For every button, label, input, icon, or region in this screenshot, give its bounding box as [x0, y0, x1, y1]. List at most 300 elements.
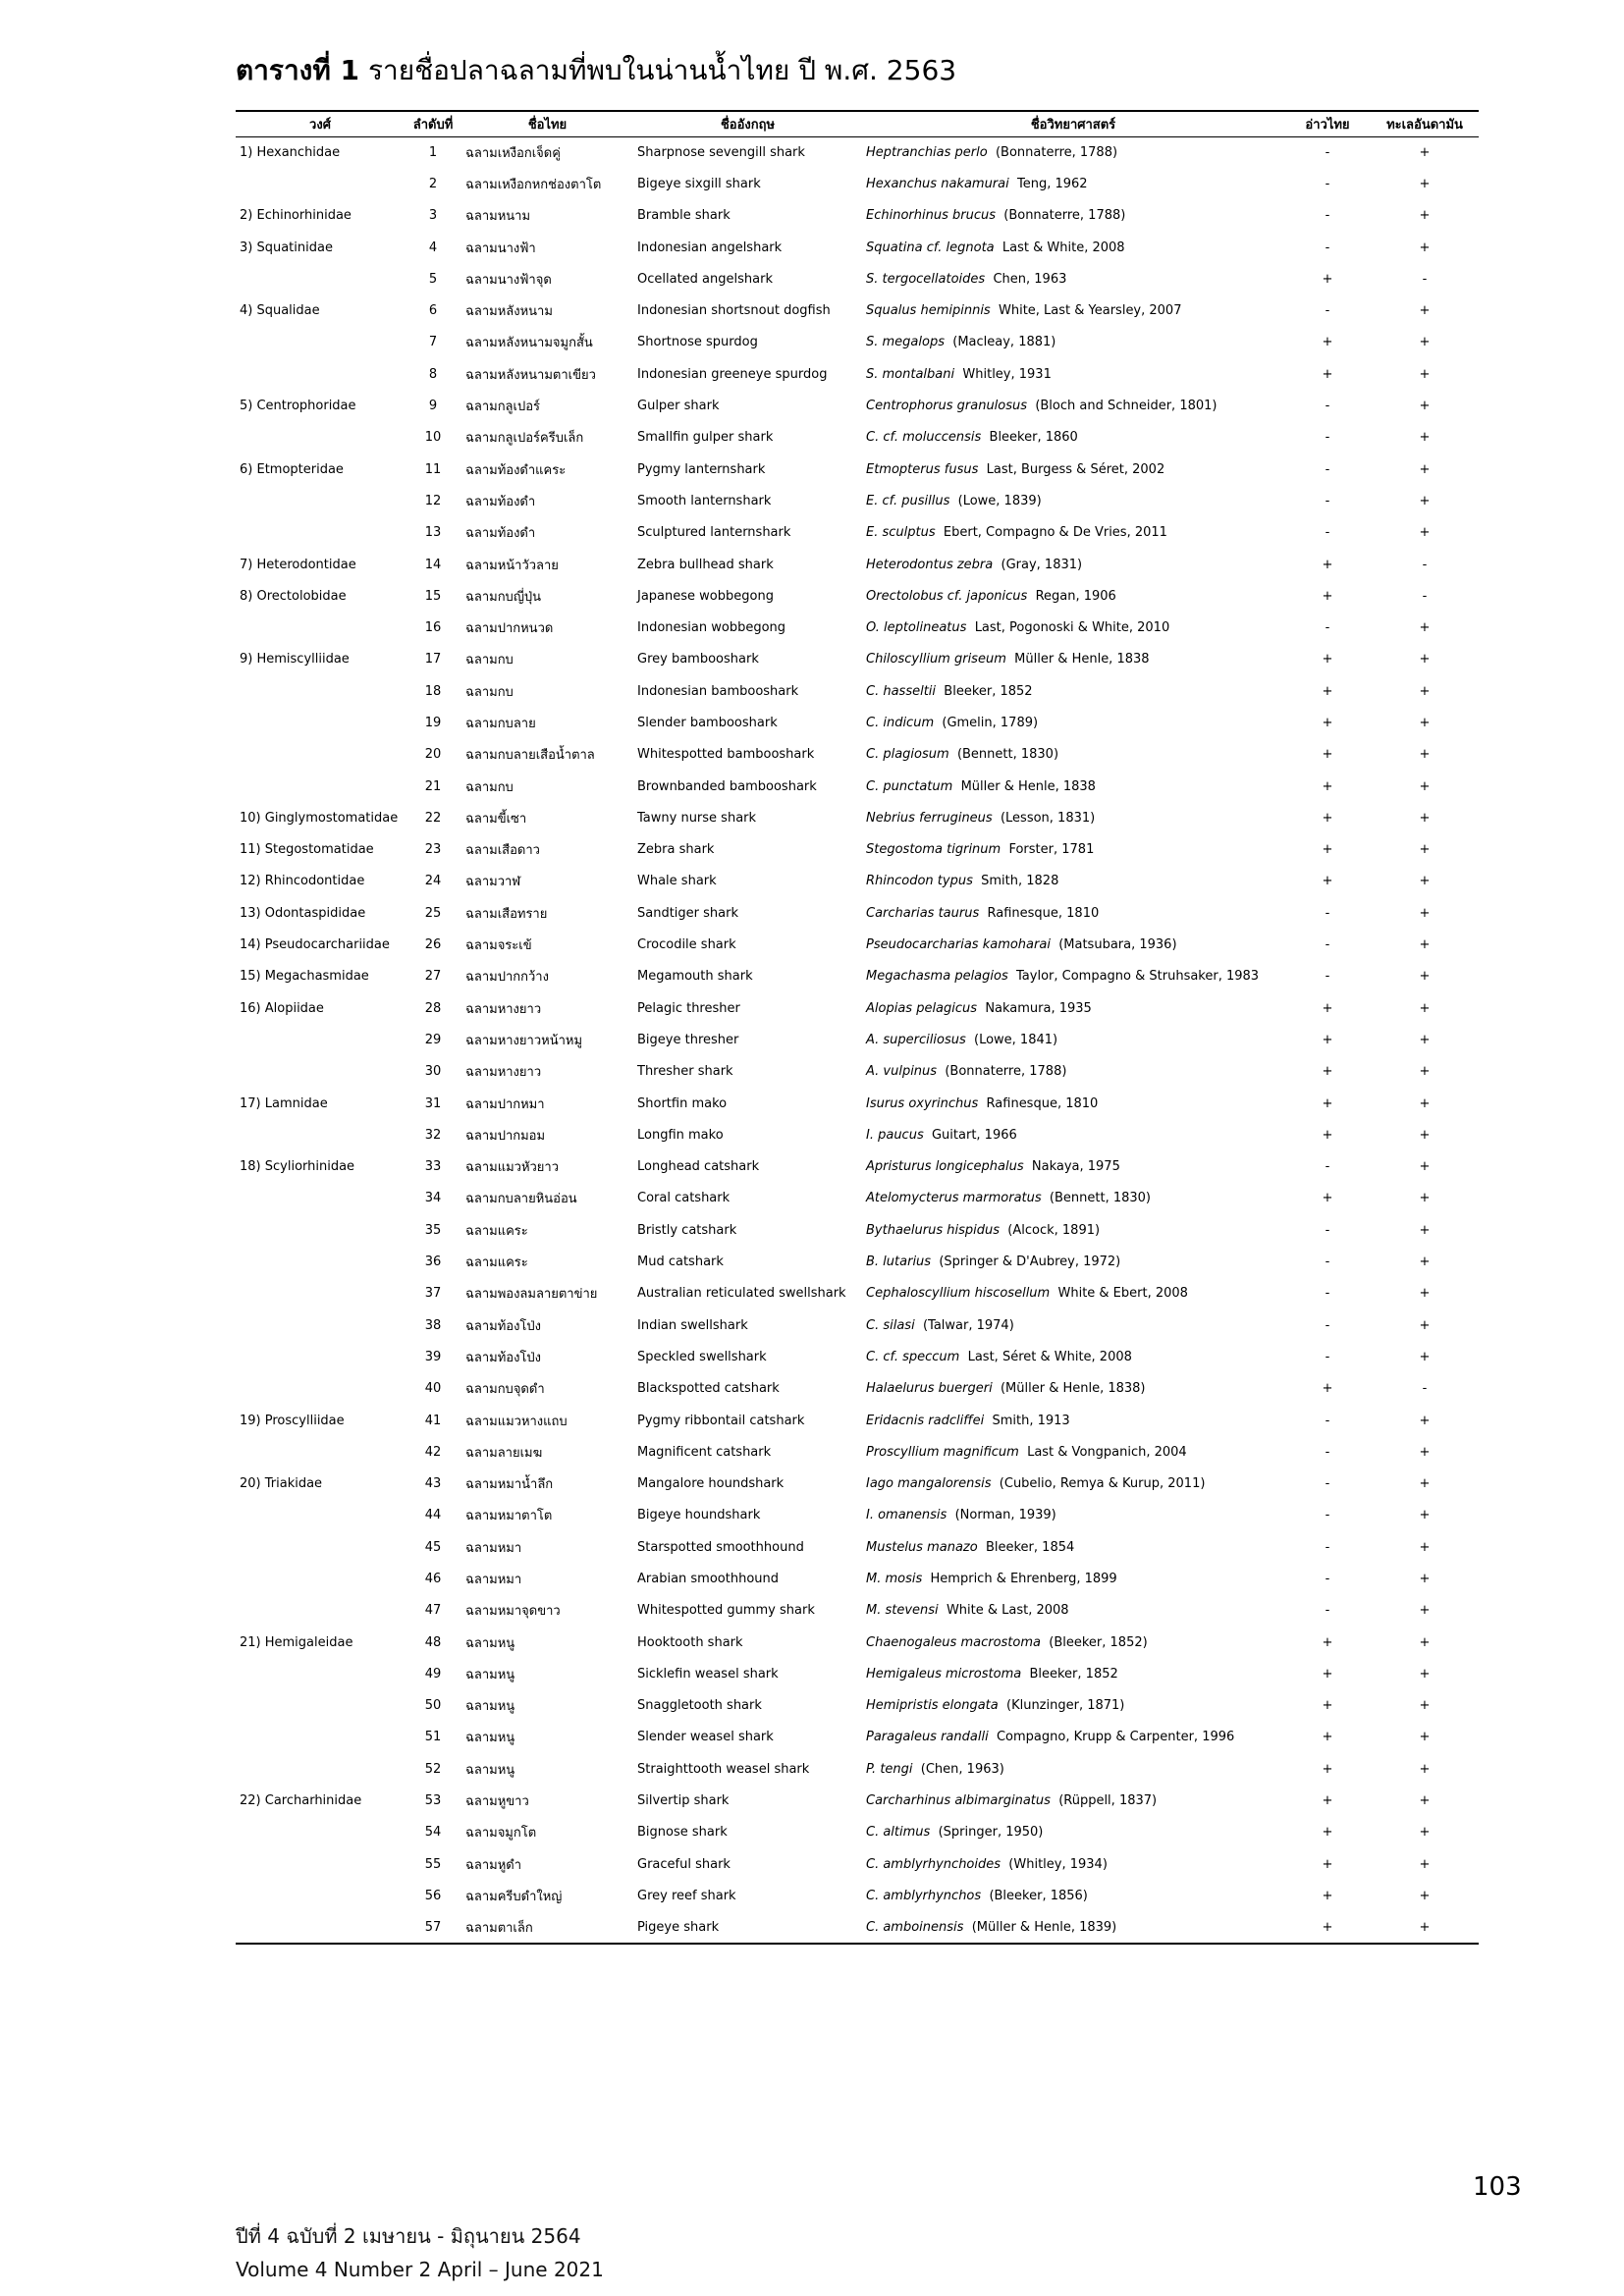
thai-name-cell: ฉลามท้องดำ [465, 526, 536, 542]
gulf-of-thailand-cell: + [1322, 1825, 1333, 1841]
species-binomial: Mustelus manazo [866, 1539, 978, 1555]
andaman-sea-cell: + [1419, 1222, 1431, 1238]
family-cell: 1) Hexanchidae [240, 144, 341, 160]
table-row [236, 1658, 1479, 1689]
english-name-cell: Zebra shark [637, 842, 715, 858]
gulf-of-thailand-cell: - [1325, 1317, 1330, 1333]
english-name-cell: Shortfin mako [637, 1095, 728, 1111]
scientific-name-cell [862, 866, 1284, 897]
species-binomial: Chiloscyllium griseum [866, 652, 1006, 667]
species-binomial: Atelomycterus marmoratus [866, 1191, 1042, 1206]
scientific-name-cell [862, 771, 1284, 802]
header-family: วงศ์ [236, 111, 405, 136]
family-cell: 16) Alopiidae [240, 1000, 324, 1016]
table-caption [236, 49, 956, 92]
family-cell [236, 1563, 405, 1594]
species-binomial: Halaelurus buergeri [866, 1381, 993, 1397]
species-binomial: C. hasseltii [866, 683, 937, 699]
scientific-name-cell [862, 1722, 1284, 1753]
table-row [236, 1056, 1479, 1088]
species-binomial: Orectolobus cf. japonicus [866, 588, 1028, 604]
species-authority: (Bennett, 1830) [956, 747, 1059, 763]
table-row [236, 834, 1479, 866]
table-row [236, 1214, 1479, 1246]
english-name-cell: Grey bambooshark [637, 652, 759, 667]
family-cell: 22) Carcharhinidae [240, 1793, 362, 1809]
family-cell: 4) Squalidae [240, 303, 320, 319]
family-cell [236, 327, 405, 358]
species-authority: (Rüppell, 1837) [1058, 1793, 1158, 1809]
species-binomial: C. indicum [866, 715, 935, 730]
table-row [236, 294, 1479, 326]
english-name-cell: Indonesian angelshark [637, 240, 783, 255]
species-binomial: C. amblyrhynchos [866, 1888, 982, 1903]
species-authority: Teng, 1962 [1017, 176, 1088, 191]
table-row [236, 1595, 1479, 1627]
andaman-sea-cell: + [1419, 969, 1431, 985]
gulf-of-thailand-cell: + [1322, 874, 1333, 889]
number-cell: 21 [424, 778, 442, 794]
table-row [236, 897, 1479, 929]
english-name-cell: Graceful shark [637, 1856, 731, 1872]
number-cell: 13 [424, 525, 442, 541]
family-cell [236, 1436, 405, 1468]
scientific-name-cell [862, 422, 1284, 454]
english-name-cell: Longfin mako [637, 1127, 724, 1143]
table-row [236, 929, 1479, 960]
family-cell: 14) Pseudocarchariidae [240, 937, 390, 953]
thai-name-cell: ฉลามหนู [465, 1731, 515, 1746]
gulf-of-thailand-cell: - [1325, 969, 1330, 985]
number-cell: 5 [428, 271, 438, 287]
gulf-of-thailand-cell: + [1322, 557, 1333, 572]
gulf-of-thailand-cell: - [1325, 208, 1330, 224]
species-binomial: E. sculptus [866, 525, 936, 541]
scientific-name-cell [862, 1024, 1284, 1055]
gulf-of-thailand-cell: + [1322, 1730, 1333, 1745]
species-binomial: S. tergocellatoides [866, 271, 986, 287]
english-name-cell: Japanese wobbegong [637, 588, 774, 604]
andaman-sea-cell: + [1419, 1032, 1431, 1047]
family-cell: 11) Stegostomatidae [240, 842, 374, 858]
table-row [236, 263, 1479, 294]
table-row [236, 1278, 1479, 1309]
species-authority: Last & Vongpanich, 2004 [1027, 1444, 1187, 1460]
species-authority: (Gray, 1831) [1001, 557, 1083, 572]
gulf-of-thailand-cell: - [1325, 1508, 1330, 1523]
thai-name-cell: ฉลามหูดำ [465, 1857, 522, 1873]
species-authority: (Bonnaterre, 1788) [1003, 208, 1126, 224]
scientific-name-cell [862, 327, 1284, 358]
species-binomial: Megachasma pelagios [866, 969, 1008, 985]
family-cell: 10) Ginglymostomatidae [240, 810, 399, 826]
english-name-cell: Indonesian wobbegong [637, 620, 786, 636]
number-cell: 34 [424, 1191, 442, 1206]
gulf-of-thailand-cell: + [1322, 1761, 1333, 1777]
thai-name-cell: ฉลามหนู [465, 1635, 515, 1651]
scientific-name-cell [862, 1309, 1284, 1341]
family-cell [236, 1246, 405, 1277]
english-name-cell: Hooktooth shark [637, 1634, 743, 1650]
species-binomial: S. megalops [866, 335, 945, 350]
header-andaman-sea: ทะเลอันดามัน [1371, 111, 1479, 136]
thai-name-cell: ฉลามจมูกโต [465, 1826, 537, 1842]
family-cell [236, 1531, 405, 1563]
species-binomial: E. cf. pusillus [866, 493, 950, 508]
family-cell: 5) Centrophoridae [240, 399, 356, 414]
english-name-cell: Sculptured lanternshark [637, 525, 791, 541]
thai-name-cell: ฉลามนางฟ้า [465, 240, 536, 256]
gulf-of-thailand-cell: - [1325, 1255, 1330, 1270]
table-row [236, 1373, 1479, 1405]
thai-name-cell: ฉลามกบ [465, 684, 514, 700]
header-number: ลำดับที่ [405, 111, 461, 136]
gulf-of-thailand-cell: + [1322, 747, 1333, 763]
species-binomial: Stegostoma tigrinum [866, 842, 1001, 858]
family-cell: 17) Lamnidae [240, 1095, 328, 1111]
species-authority: (Gmelin, 1789) [942, 715, 1039, 730]
table-row [236, 232, 1479, 263]
number-cell: 12 [424, 493, 442, 508]
andaman-sea-cell: + [1419, 1634, 1431, 1650]
gulf-of-thailand-cell: - [1325, 905, 1330, 921]
table-row [236, 644, 1479, 675]
header-scientific-name: ชื่อวิทยาศาสตร์ [862, 111, 1284, 136]
family-cell: 21) Hemigaleidae [240, 1634, 353, 1650]
species-authority: White & Last, 2008 [946, 1603, 1069, 1619]
andaman-sea-cell: + [1419, 335, 1431, 350]
family-cell [236, 1341, 405, 1372]
species-authority: (Springer, 1950) [938, 1825, 1044, 1841]
number-cell: 6 [428, 303, 438, 319]
family-cell: 2) Echinorhinidae [240, 208, 352, 224]
gulf-of-thailand-cell: - [1325, 430, 1330, 446]
species-authority: Chen, 1963 [993, 271, 1067, 287]
scientific-name-cell [862, 1119, 1284, 1150]
scientific-name-cell [862, 802, 1284, 833]
number-cell: 45 [424, 1539, 442, 1555]
table-row [236, 517, 1479, 549]
family-cell [236, 1024, 405, 1055]
scientific-name-cell [862, 1595, 1284, 1627]
thai-name-cell: ฉลามแคระ [465, 1223, 528, 1239]
species-binomial: Pseudocarcharias kamoharai [866, 937, 1051, 953]
english-name-cell: Pelagic thresher [637, 1000, 740, 1016]
species-authority: (Bloch and Schneider, 1801) [1035, 399, 1218, 414]
number-cell: 27 [424, 969, 442, 985]
species-authority: Rafinesque, 1810 [986, 1095, 1099, 1111]
andaman-sea-cell: + [1419, 842, 1431, 858]
family-cell [236, 1658, 405, 1689]
english-name-cell: Tawny nurse shark [637, 810, 757, 826]
thai-name-cell: ฉลามกบญี่ปุ่น [465, 589, 542, 605]
andaman-sea-cell: + [1419, 1413, 1431, 1428]
gulf-of-thailand-cell: - [1325, 1539, 1330, 1555]
thai-name-cell: ฉลามปากกว้าง [465, 970, 549, 986]
scientific-name-cell [862, 1151, 1284, 1183]
table-body [236, 136, 1479, 1944]
species-authority: Bleeker, 1852 [944, 683, 1033, 699]
andaman-sea-cell: + [1419, 208, 1431, 224]
thai-name-cell: ฉลามเสือดาว [465, 843, 540, 859]
gulf-of-thailand-cell: + [1322, 1698, 1333, 1714]
english-name-cell: Whitespotted bambooshark [637, 747, 815, 763]
scientific-name-cell [862, 1405, 1284, 1436]
species-binomial: C. altimus [866, 1825, 931, 1841]
thai-name-cell: ฉลามหางยาว [465, 1001, 542, 1017]
species-authority: (Talwar, 1974) [922, 1317, 1014, 1333]
thai-name-cell: ฉลามเหงือกหกช่องตาโต [465, 177, 602, 192]
species-authority: White, Last & Yearsley, 2007 [998, 303, 1182, 319]
table-row [236, 1088, 1479, 1119]
gulf-of-thailand-cell: - [1325, 1222, 1330, 1238]
andaman-sea-cell: + [1419, 1508, 1431, 1523]
family-cell: 9) Hemiscylliidae [240, 652, 350, 667]
species-authority: Nakaya, 1975 [1031, 1159, 1120, 1175]
number-cell: 46 [424, 1572, 442, 1586]
scientific-name-cell [862, 1531, 1284, 1563]
number-cell: 17 [424, 652, 442, 667]
scientific-name-cell [862, 1690, 1284, 1722]
andaman-sea-cell: + [1419, 1127, 1431, 1143]
thai-name-cell: ฉลามกบจุดดำ [465, 1382, 545, 1398]
number-cell: 31 [424, 1095, 442, 1111]
family-cell: 8) Orectolobidae [240, 588, 347, 604]
scientific-name-cell [862, 294, 1284, 326]
andaman-sea-cell: + [1419, 1095, 1431, 1111]
table-row [236, 454, 1479, 485]
species-authority: (Lowe, 1839) [957, 493, 1042, 508]
andaman-sea-cell: + [1419, 1159, 1431, 1175]
andaman-sea-cell: + [1419, 366, 1431, 382]
table-row [236, 1500, 1479, 1531]
species-authority: (Klunzinger, 1871) [1006, 1698, 1125, 1714]
thai-name-cell: ฉลามเสือทราย [465, 906, 548, 922]
table-row [236, 961, 1479, 992]
thai-name-cell: ฉลามพองลมลายตาข่าย [465, 1287, 598, 1303]
species-binomial: C. plagiosum [866, 747, 949, 763]
species-binomial: C. amboinensis [866, 1919, 964, 1935]
table-row [236, 485, 1479, 516]
species-authority: Last, Séret & White, 2008 [967, 1349, 1132, 1364]
family-cell: 19) Proscylliidae [240, 1413, 345, 1428]
thai-name-cell: ฉลามครีบดำใหญ่ [465, 1889, 563, 1904]
english-name-cell: Magnificent catshark [637, 1444, 772, 1460]
number-cell: 2 [428, 176, 438, 191]
scientific-name-cell [862, 1278, 1284, 1309]
andaman-sea-cell: - [1422, 588, 1428, 604]
thai-name-cell: ฉลามหนาม [465, 209, 531, 225]
family-cell [236, 1753, 405, 1785]
andaman-sea-cell: + [1419, 715, 1431, 730]
andaman-sea-cell: + [1419, 874, 1431, 889]
table-row [236, 771, 1479, 802]
andaman-sea-cell: + [1419, 1286, 1431, 1302]
thai-name-cell: ฉลามท้องดำแคระ [465, 462, 567, 478]
footer-issue-english: Volume 4 Number 2 April – June 2021 [236, 2258, 604, 2281]
species-binomial: M. stevensi [866, 1603, 939, 1619]
gulf-of-thailand-cell: + [1322, 1666, 1333, 1682]
andaman-sea-cell: + [1419, 1761, 1431, 1777]
english-name-cell: Slender bambooshark [637, 715, 778, 730]
number-cell: 26 [424, 937, 442, 953]
species-binomial: Proscyllium magnificum [866, 1444, 1019, 1460]
gulf-of-thailand-cell: + [1322, 1095, 1333, 1111]
species-authority: (Bleeker, 1856) [989, 1888, 1088, 1903]
english-name-cell: Indonesian shortsnout dogfish [637, 303, 831, 319]
english-name-cell: Indian swellshark [637, 1317, 748, 1333]
header-thai-name: ชื่อไทย [461, 111, 633, 136]
table-caption-title: รายชื่อปลาฉลามที่พบในน่านน้ำไทย ปี พ.ศ. 2563 [367, 54, 957, 86]
english-name-cell: Longhead catshark [637, 1159, 760, 1175]
species-authority: (Springer & D'Aubrey, 1972) [939, 1255, 1121, 1270]
page-number: 103 [1473, 2172, 1522, 2202]
scientific-name-cell [862, 485, 1284, 516]
gulf-of-thailand-cell: - [1325, 1444, 1330, 1460]
table-header [236, 111, 1479, 136]
species-authority: Regan, 1906 [1035, 588, 1116, 604]
family-cell: 12) Rhincodontidae [240, 874, 365, 889]
gulf-of-thailand-cell: + [1322, 366, 1333, 382]
andaman-sea-cell: + [1419, 1191, 1431, 1206]
thai-name-cell: ฉลามลายเมฆ [465, 1445, 543, 1461]
english-name-cell: Whale shark [637, 874, 717, 889]
thai-name-cell: ฉลามหมาตาโต [465, 1509, 553, 1524]
number-cell: 51 [424, 1730, 442, 1745]
table-row [236, 1753, 1479, 1785]
family-cell [236, 263, 405, 294]
thai-name-cell: ฉลามท้องดำ [465, 494, 536, 509]
scientific-name-cell [862, 929, 1284, 960]
scientific-name-cell [862, 200, 1284, 232]
english-name-cell: Bigeye thresher [637, 1032, 739, 1047]
species-authority: Bleeker, 1852 [1029, 1666, 1118, 1682]
species-authority: (Matsubara, 1936) [1058, 937, 1177, 953]
scientific-name-cell [862, 1056, 1284, 1088]
scientific-name-cell [862, 136, 1284, 168]
species-binomial: Heterodontus zebra [866, 557, 994, 572]
english-name-cell: Starspotted smoothhound [637, 1539, 804, 1555]
species-authority: (Lesson, 1831) [1000, 810, 1096, 826]
scientific-name-cell [862, 1341, 1284, 1372]
thai-name-cell: ฉลามหางยาว [465, 1065, 542, 1081]
andaman-sea-cell: + [1419, 1349, 1431, 1364]
andaman-sea-cell: + [1419, 1825, 1431, 1841]
family-cell [236, 1595, 405, 1627]
scientific-name-cell [862, 675, 1284, 707]
gulf-of-thailand-cell: + [1322, 1032, 1333, 1047]
scientific-name-cell [862, 992, 1284, 1024]
number-cell: 56 [424, 1888, 442, 1903]
number-cell: 25 [424, 905, 442, 921]
gulf-of-thailand-cell: - [1325, 1476, 1330, 1492]
gulf-of-thailand-cell: - [1325, 240, 1330, 255]
number-cell: 41 [424, 1413, 442, 1428]
number-cell: 40 [424, 1381, 442, 1397]
species-authority: Last & White, 2008 [1001, 240, 1125, 255]
table-row [236, 992, 1479, 1024]
scientific-name-cell [862, 358, 1284, 390]
species-authority: Last, Burgess & Séret, 2002 [986, 461, 1165, 477]
thai-name-cell: ฉลามนางฟ้าจุด [465, 272, 552, 288]
table-row [236, 1405, 1479, 1436]
scientific-name-cell [862, 263, 1284, 294]
number-cell: 42 [424, 1444, 442, 1460]
gulf-of-thailand-cell: + [1322, 810, 1333, 826]
header-english-name: ชื่ออังกฤษ [633, 111, 862, 136]
species-binomial: Nebrius ferrugineus [866, 810, 993, 826]
gulf-of-thailand-cell: + [1322, 1634, 1333, 1650]
thai-name-cell: ฉลามกลูเปอร์ [465, 400, 541, 415]
english-name-cell: Pygmy lanternshark [637, 461, 766, 477]
english-name-cell: Arabian smoothhound [637, 1572, 780, 1586]
species-binomial: I. omanensis [866, 1508, 947, 1523]
table-row [236, 1531, 1479, 1563]
english-name-cell: Straighttooth weasel shark [637, 1761, 810, 1777]
number-cell: 50 [424, 1698, 442, 1714]
species-binomial: O. leptolineatus [866, 620, 967, 636]
table-row [236, 1436, 1479, 1468]
species-binomial: Hemigaleus microstoma [866, 1666, 1022, 1682]
number-cell: 30 [424, 1064, 442, 1080]
table-row [236, 1246, 1479, 1277]
gulf-of-thailand-cell: - [1325, 144, 1330, 160]
thai-name-cell: ฉลามหน้าวัวลาย [465, 558, 559, 573]
thai-name-cell: ฉลามหนู [465, 1762, 515, 1778]
scientific-name-cell [862, 549, 1284, 580]
scientific-name-cell [862, 232, 1284, 263]
english-name-cell: Australian reticulated swellshark [637, 1286, 846, 1302]
species-binomial: Squatina cf. legnota [866, 240, 995, 255]
scientific-name-cell [862, 1627, 1284, 1658]
thai-name-cell: ฉลามแคระ [465, 1255, 528, 1271]
species-binomial: Apristurus longicephalus [866, 1159, 1024, 1175]
species-binomial: Bythaelurus hispidus [866, 1222, 1001, 1238]
andaman-sea-cell: + [1419, 399, 1431, 414]
family-cell [236, 1690, 405, 1722]
gulf-of-thailand-cell: - [1325, 1603, 1330, 1619]
species-authority: Forster, 1781 [1008, 842, 1095, 858]
english-name-cell: Shortnose spurdog [637, 335, 758, 350]
english-name-cell: Bigeye houndshark [637, 1508, 761, 1523]
scientific-name-cell [862, 454, 1284, 485]
andaman-sea-cell: + [1419, 240, 1431, 255]
table-row [236, 200, 1479, 232]
number-cell: 47 [424, 1603, 442, 1619]
gulf-of-thailand-cell: + [1322, 715, 1333, 730]
family-cell [236, 707, 405, 738]
family-cell [236, 485, 405, 516]
table-row [236, 1880, 1479, 1911]
species-binomial: Etmopterus fusus [866, 461, 979, 477]
gulf-of-thailand-cell: - [1325, 1413, 1330, 1428]
species-binomial: C. silasi [866, 1317, 915, 1333]
family-cell [236, 771, 405, 802]
scientific-name-cell [862, 739, 1284, 771]
species-authority: Smith, 1913 [992, 1413, 1070, 1428]
andaman-sea-cell: + [1419, 683, 1431, 699]
scientific-name-cell [862, 390, 1284, 421]
species-authority: (Cubelio, Remya & Kurup, 2011) [999, 1476, 1206, 1492]
table-row [236, 168, 1479, 199]
number-cell: 48 [424, 1634, 442, 1650]
andaman-sea-cell: + [1419, 1000, 1431, 1016]
andaman-sea-cell: + [1419, 620, 1431, 636]
family-cell [236, 422, 405, 454]
gulf-of-thailand-cell: - [1325, 620, 1330, 636]
english-name-cell: Slender weasel shark [637, 1730, 774, 1745]
number-cell: 15 [424, 588, 442, 604]
